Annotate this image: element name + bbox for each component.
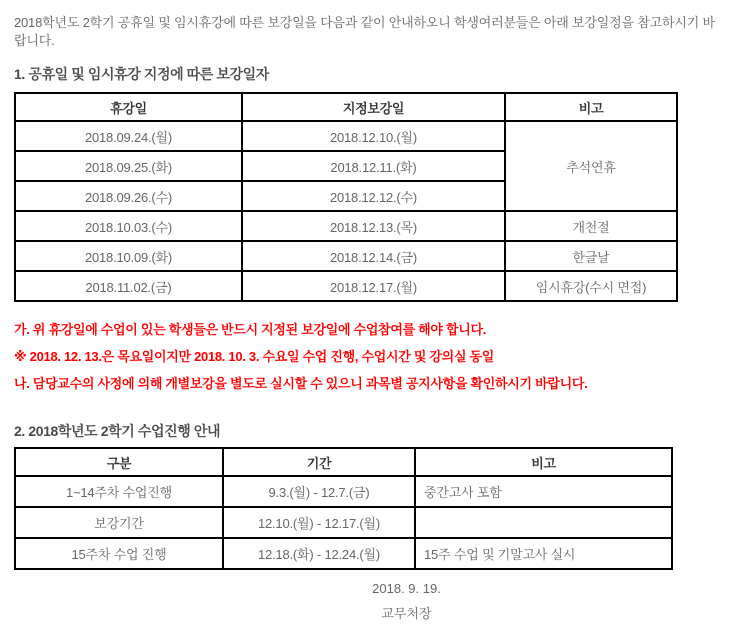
semester-progress-table [14, 447, 673, 570]
holiday-date-cell: 2018.09.25.(화) [15, 151, 242, 181]
issue-date: 2018. 9. 19. [372, 581, 441, 596]
holiday-date-cell: 2018.10.09.(화) [15, 241, 242, 271]
section1-title: 1. 공휴일 및 임시휴강 지정에 따른 보강일자 [14, 66, 269, 82]
note-line-reference: ※ 2018. 12. 13.은 목요일이지만 2018. 10. 3. 수요일 수업 진행, 수업시간 및 강의실 동일 [14, 349, 495, 364]
table-header-row [15, 448, 672, 476]
category-cell: 15주차 수업 진행 [15, 538, 223, 569]
makeup-date-cell: 2018.12.14.(금) [242, 241, 505, 271]
col-header-note: 비고 [415, 448, 672, 476]
table-row [15, 507, 672, 538]
notice-emphasis-notes [14, 316, 721, 397]
table-row [15, 538, 672, 569]
col-header-note: 비고 [505, 93, 677, 121]
holiday-date-cell: 2018.10.03.(수) [15, 211, 242, 241]
makeup-date-cell: 2018.12.13.(목) [242, 211, 505, 241]
note-cell: 한글날 [505, 241, 677, 271]
category-cell: 보강기간 [15, 507, 223, 538]
note-line-ga: 가. 위 휴강일에 수업이 있는 학생들은 반드시 지정된 보강일에 수업참여를 해야 합니다. [14, 322, 487, 337]
table-header-row [15, 93, 677, 121]
period-cell: 12.18.(화) - 12.24.(월) [223, 538, 415, 569]
makeup-date-cell: 2018.12.17.(월) [242, 271, 505, 301]
intro-text: 2018학년도 2학기 공휴일 및 임시휴강에 따른 보강일을 다음과 같이 안내하오니 학생여러분들은 아래 보강일정을 참고하시기 바랍니다. [14, 15, 715, 48]
holiday-date-cell: 2018.09.24.(월) [15, 121, 242, 151]
section2-title: 2. 2018학년도 2학기 수업진행 안내 [14, 423, 221, 439]
note-cell: 중간고사 포함 [415, 476, 672, 507]
makeup-schedule-table [14, 92, 678, 302]
document-footer [14, 578, 721, 625]
period-cell: 9.3.(월) - 12.7.(금) [223, 476, 415, 507]
makeup-date-cell: 2018.12.10.(월) [242, 121, 505, 151]
col-header-period: 기간 [223, 448, 415, 476]
holiday-date-cell: 2018.09.26.(수) [15, 181, 242, 211]
table-row [15, 271, 677, 301]
makeup-date-cell: 2018.12.12.(수) [242, 181, 505, 211]
table-row [15, 241, 677, 271]
table-row [15, 476, 672, 507]
table-row [15, 121, 677, 151]
col-header-makeup-day: 지정보강일 [242, 93, 505, 121]
makeup-date-cell: 2018.12.11.(화) [242, 151, 505, 181]
col-header-category: 구분 [15, 448, 223, 476]
category-cell: 1~14주차 수업진행 [15, 476, 223, 507]
period-cell: 12.10.(월) - 12.17.(월) [223, 507, 415, 538]
note-cell: 개천절 [505, 211, 677, 241]
col-header-holiday: 휴강일 [15, 93, 242, 121]
note-cell: 추석연휴 [505, 121, 677, 211]
note-cell: 15주 수업 및 기말고사 실시 [415, 538, 672, 569]
holiday-date-cell: 2018.11.02.(금) [15, 271, 242, 301]
note-cell: 임시휴강(수시 면접) [505, 271, 677, 301]
note-line-na: 나. 담당교수의 사정에 의해 개별보강을 별도로 실시할 수 있으니 과목별 공지사항을 확인하시기 바랍니다. [14, 376, 588, 391]
signature: 교무처장 [381, 606, 432, 621]
table-row [15, 211, 677, 241]
note-cell [415, 507, 672, 538]
